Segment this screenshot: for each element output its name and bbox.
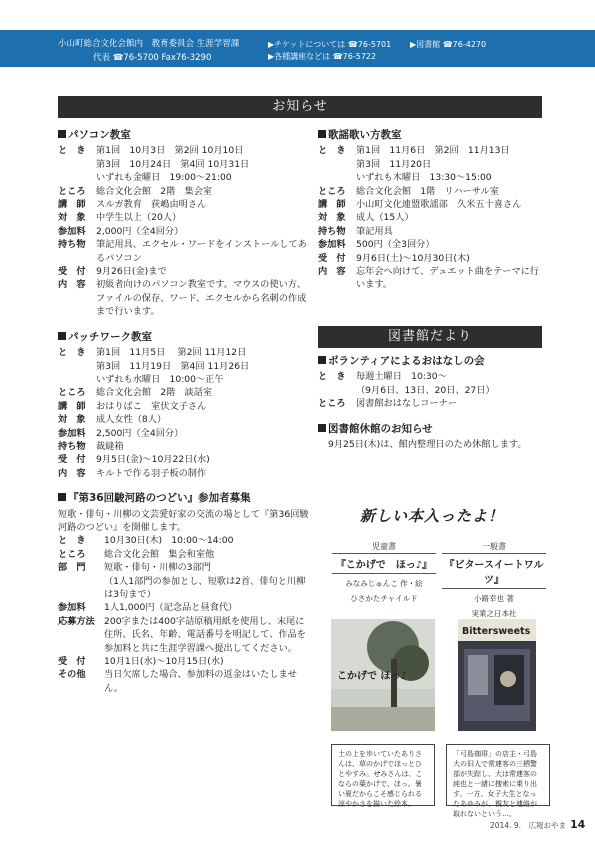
svg-text:こかげで ほっ♪: こかげで ほっ♪ [337, 671, 407, 682]
header-ticket-phone: ▶チケットについては ☎76-5701 [268, 40, 392, 49]
footer-issue: 2014. 9. 広報おやま [490, 821, 567, 830]
closed-notice-title: 図書館休館のお知らせ [318, 423, 546, 436]
new-books-section [318, 505, 546, 526]
book-1-info: 児童書 『こかげで ほっ♪』 みなみじゅんこ 作・絵 ひさかたチャイルド [332, 541, 436, 604]
right-column: 歌謡歌い方教室 と き 第1回 11月6日 第2回 11月13日 第3回 11月20日 いずれも木曜日 13:30～15:00 ところ 総合文化会館 1階 リハーサル室 講 師 小山町文化連盟歌謡部 久米五十喜さん 対 象 成人（15人） 持ち物 筆記用具 参加料 500円（全3回分） 受 付 9月6日(土)～10月30日(木) 内 容 忘年会へ向けて、デュエット曲をテーマに行います。 [318, 126, 546, 292]
pc-class-title: パソコン教室 [58, 129, 310, 142]
karaoke-class-title: 歌謡歌い方教室 [318, 129, 546, 142]
bullet-square-icon [58, 493, 66, 501]
label: と き [58, 145, 86, 157]
page-number: 14 [570, 818, 586, 831]
header-rep-phone: 代表 ☎76-5700 Fax76-3290 [93, 53, 212, 63]
svg-text:Bittersweets: Bittersweets [462, 626, 531, 637]
bullet-square-icon [318, 130, 326, 138]
footer [490, 818, 585, 831]
library-heading: 図書館だより [318, 326, 542, 348]
tsudoi-title: 『第36回駿河路のつどい』参加者募集 [58, 492, 310, 505]
left-column: パソコン教室 と き 第1回 10月3日 第2回 10月10日 第3回 10月24日 第4回 10月31日 いずれも金曜日 19:00～21:00 ところ 総合文化会館 2階 集会室 講 師 スルガ教育 荻嶋由明さん 対 象 中学生以上（20人） 参加料 2,000円（全4回分） 持ち物 筆記用具、エクセル・ワードをインストールしてあるパソコン 受 付 9月26日(金)まで 内 容 初級者向けのパソコン教室です。マウスの使い方、ファイルの保存、ワード、エクセルから名刺の作成まで行います。 パッチワーク教室 と き 第1回 11月5日 第2回 11月12日 第3回 11月19日 第4回 11月26日 いずれも水曜日 10:00～正午 ところ 総合文化会館 2階 談話室 講 師 おはりばこ 室伏文子さん 対 象 成人女性（8人） 参加料 2,500円（全4回分） 持ち物 裁縫箱 受 付 9月5日(金)～10月22日(水) 内 容 キルトで作る羽子板の制作 『第36回駿河路のつどい』参加者募集 短歌・俳句・川柳の文芸愛好家の交流の場として『第36回駿河路のつどい』を開催します。 と き 10月30日(木) 10:00～14:00 ところ 総合文化会館 集会和室他 部 門 短歌・俳句・川柳の3部門 （1人1部門の参加とし、短歌は2首、俳句と川柳は3句まで） 参加料 1人1,000円（記念品と昼食代） 応募方法 200字または400字詰原稿用紙を使用し、末尾に住所、氏名、年齢、電話番号を明記して、作品を参加料と共に生涯学習課へ提出してください。 受 付 10月1日(水)～10月15日(水) その他 当日欠席した場合、参加料の返金はいたしません。 [58, 129, 309, 694]
header-org: 小山町総合文化会館内 教育委員会 生涯学習課 [58, 39, 240, 49]
bullet-square-icon [58, 332, 66, 340]
patchwork-class-title: パッチワーク教室 [58, 331, 310, 344]
bullet-square-icon [318, 356, 326, 364]
header-library-phone: ▶図書館 ☎76-4270 [410, 40, 487, 49]
book-1-caption: 土の上を歩いていたありさんは、草のかげでほっとひとやすみ。せみさんは、こならの葉かげで、ほっ。暑い夏だからこそ感じられる涼やかさを描いた絵本。 [331, 744, 435, 806]
book-1-title: 『こかげで ほっ♪』 [332, 553, 436, 574]
book-2-title: 『ビタースイートワルツ』 [442, 553, 546, 589]
notice-heading: お知らせ [58, 96, 542, 118]
new-books-title: 新しい本入ったよ！ [359, 507, 504, 525]
book-2-info: 一般書 『ビタースイートワルツ』 小路幸也 著 実業之日本社 [442, 541, 546, 619]
tsudoi-intro: 短歌・俳句・川柳の文芸愛好家の交流の場として『第36回駿河路のつどい』を開催します。 [58, 508, 309, 533]
storytime-title: ボランティアによるおはなしの会 [318, 355, 546, 368]
library-section: ボランティアによるおはなしの会 と き 毎週土曜日 10:30～ （9月6日、13日、20日、27日） ところ 図書館おはなしコーナー 図書館休館のお知らせ 9月25日(木)は、館内整理日のため休館します。 [318, 352, 546, 451]
bullet-square-icon [318, 424, 326, 432]
book-2-cover-image [458, 619, 536, 731]
bullet-square-icon [58, 130, 66, 138]
header-bar [0, 30, 595, 67]
closed-notice-text: 9月25日(木)は、館内整理日のため休館します。 [328, 439, 527, 451]
book-1-cover-image [331, 619, 435, 731]
book-2-caption: 「弓島珈琲」の店主・弓島大の旧人で常連客の三栖警部が失踪し、大は常連客の純也と一緒に捜索に乗り出す。一方、女子大生となったあゆみが、親友と連絡が取れないという…。 [446, 744, 550, 806]
header-lectures-phone: ▶各種講座などは ☎76-5722 [268, 52, 377, 61]
